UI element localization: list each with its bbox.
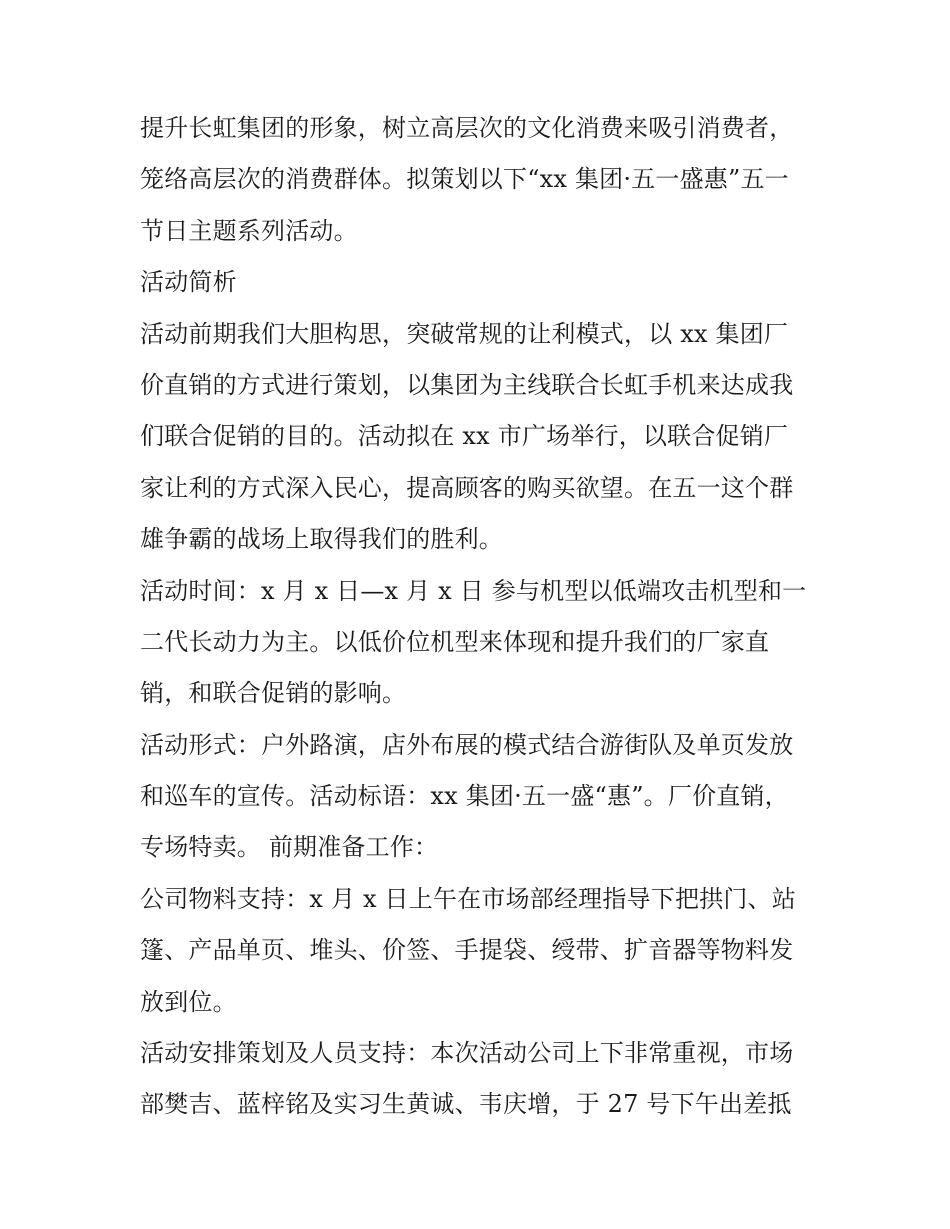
text-line-3: 节日主题系列活动。 [140,216,358,245]
text-line-10: 活动时间：x 月 x 日—x 月 x 日 参与机型以低端攻击机型和一 [140,576,807,605]
text-line-7: 们联合促销的目的。活动拟在 xx 市广场举行，以联合促销厂 [140,422,789,451]
text-line-17: 篷、产品单页、堆头、价签、手提袋、绶带、扩音器等物料发 [140,936,794,965]
text-line-9: 雄争霸的战场上取得我们的胜利。 [140,525,503,554]
text-line-14: 和巡车的宣传。活动标语：xx 集团·五一盛“惠”。厂价直销， [140,782,789,811]
text-line-5: 活动前期我们大胆构思，突破常规的让利模式，以 xx 集团厂 [140,319,789,348]
text-line-16: 公司物料支持：x 月 x 日上午在市场部经理指导下把拱门、站 [140,884,796,913]
text-line-1: 提升长虹集团的形象，树立高层次的文化消费来吸引消费者， [140,114,794,142]
text-line-6: 价直销的方式进行策划，以集团为主线联合长虹手机来达成我 [140,370,794,399]
text-line-20: 部樊吉、蓝梓铭及实习生黄诚、韦庆增，于 27 号下午出差抵 [140,1090,792,1119]
section-heading-activity-overview: 活动简析 [140,268,237,297]
text-line-13: 活动形式：户外路演，店外布展的模式结合游街队及单页发放 [140,730,794,759]
text-line-18: 放到位。 [140,987,237,1016]
text-line-8: 家让利的方式深入民心，提高顾客的购买欲望。在五一这个群 [140,473,794,502]
text-line-12: 销，和联合促销的影响。 [140,679,407,708]
text-line-11: 二代长动力为主。以低价位机型来体现和提升我们的厂家直 [140,627,770,656]
text-line-19: 活动安排策划及人员支持：本次活动公司上下非常重视，市场 [140,1039,794,1068]
text-line-15: 专场特卖。 前期准备工作： [140,833,439,862]
text-line-2: 笼络高层次的消费群体。拟策划以下“xx 集团·五一盛惠”五一 [140,165,789,194]
document-body [140,103,820,1131]
